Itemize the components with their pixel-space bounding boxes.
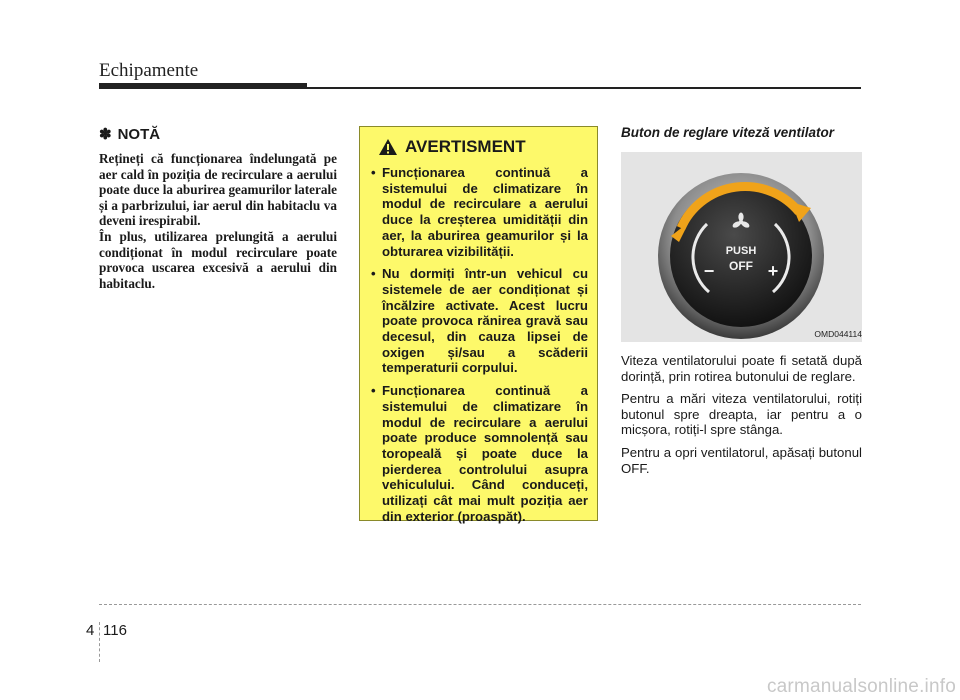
warning-header	[378, 137, 588, 157]
warning-triangle-icon	[378, 138, 398, 156]
fan-knob-figure	[621, 152, 862, 342]
body-paragraph: Viteza ventilatorului poate fi setată după dorință, prin rotirea butonului de reglare.	[621, 353, 862, 384]
header-rule	[99, 87, 861, 89]
note-star-icon: ✽	[99, 126, 112, 143]
footer-divider	[99, 622, 100, 662]
warning-item: • Nu dormiți într-un vehicul cu sistemele de aer condiționat și încălzire activate. Acest lucru poate provoca rănirea gravă sau decesul, din cauza lipsei de oxigen și/sau a scăderii temperaturii corpului.	[370, 266, 588, 376]
warning-list	[370, 165, 588, 524]
warning-title: AVERTISMENT	[405, 137, 526, 156]
site-watermark: carmanualsonline.info	[766, 676, 956, 697]
page-number: 116	[103, 622, 127, 639]
warning-item: • Funcționarea continuă a sistemului de climatizare în modul de recirculare a aerului poate produce somnolență sau toropeală și poate duce la pierderea controlului asupra vehiculului. Când conduceți, utilizați cât mai mult poziția aer din exterior (proaspăt).	[370, 383, 588, 524]
note-paragraph: Rețineți că funcționarea îndelungată pe aer cald în poziția de recirculare a aerului poate duce la aburirea geamurilor laterale și a parbrizului, iar aerul din habitaclu va deveni irespirabil.	[99, 151, 337, 229]
off-label: OFF	[729, 259, 753, 273]
footer-rule	[99, 604, 861, 605]
section-heading: Buton de reglare viteză ventilator	[621, 125, 835, 140]
figure-code: OMD044114	[814, 329, 862, 339]
fan-speed-section	[621, 125, 862, 476]
running-header: Echipamente	[99, 60, 199, 81]
body-paragraph: Pentru a mări viteza ventilatorului, rotiți butonul spre dreapta, iar pentru a o micșora, rotiți-l spre stânga.	[621, 391, 862, 438]
note-section	[99, 125, 337, 291]
note-paragraph: În plus, utilizarea prelungită a aerului condiționat în modul recirculare poate provoca uscarea excesivă a aerului din habitaclu.	[99, 228, 337, 291]
body-paragraph: Pentru a opri ventilatorul, apăsați butonul OFF.	[621, 444, 862, 476]
note-heading-label: NOTĂ	[117, 126, 161, 143]
minus-label: −	[703, 261, 715, 281]
note-body	[99, 151, 337, 291]
warning-box	[359, 126, 598, 524]
warning-item: • Funcționarea continuă a sistemului de climatizare în modul de recirculare a aerului duce la creșterea umidității din aer, la aburirea geamurilor și la obturarea vizibilității.	[370, 165, 588, 259]
push-label: PUSH	[725, 245, 757, 257]
note-heading	[99, 125, 337, 143]
plus-label: +	[767, 261, 779, 281]
fan-knob-illustration	[621, 152, 862, 342]
fan-section-body	[621, 353, 862, 476]
chapter-number: 4	[86, 622, 95, 639]
